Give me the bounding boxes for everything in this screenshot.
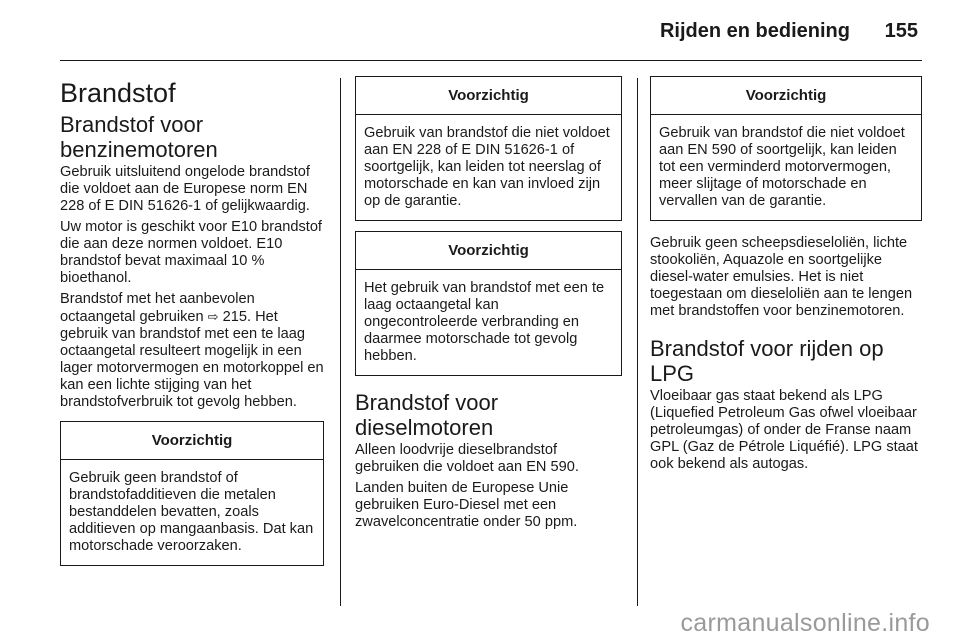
paragraph: Gebruik uitsluitend ongelode brandstof die voldoet aan de Europese norm EN 228 of E DIN 51626-1 of gelijkwaardig.: [60, 164, 310, 214]
paragraph: [60, 291, 324, 411]
watermark: carmanualsonline.info: [680, 609, 930, 637]
paragraph: Landen buiten de Europese Unie gebruiken Euro-Diesel met een zwavelconcentratie onder 50 ppm.: [355, 480, 578, 530]
column-2: [355, 66, 622, 535]
subheading-diesel: Brandstof voor dieselmotoren: [355, 390, 499, 440]
paragraph-text: . Het gebruik van brandstof met een te laag octaangetal resulteert mogelijk in een lager motorvermogen en motorkoppel en kan een lichte stijging van het brandstofverbruik tot gevolg hebben.: [60, 309, 324, 410]
paragraph: Vloeibaar gas staat bekend als LPG (Liquefied Petroleum Gas ofwel vloeibaar petroleumgas) of onder de Franse naam GPL (Gaz de Pétrole Liquéfié). LPG staat ook bekend als autogas.: [650, 388, 918, 472]
header-rule: [60, 60, 922, 61]
caution-text: Gebruik van brandstof die niet voldoet aan EN 590 of soortgelijk, kan leiden tot een verminderd motorvermogen, meer slijtage of motorschade en vervallen van de garantie.: [659, 125, 905, 209]
subheading-benzine: Brandstof voor benzinemotoren: [60, 112, 218, 162]
caution-box: [355, 76, 622, 221]
paragraph: Alleen loodvrije dieselbrandstof gebruiken die voldoet aan EN 590.: [355, 442, 579, 475]
caution-text: Gebruik van brandstof die niet voldoet aan EN 228 of E DIN 51626-1 of soortgelijk, kan leiden tot neerslag of motorschade en kan van invloed zijn op de garantie.: [364, 125, 610, 209]
page-number: 155: [884, 20, 918, 42]
caution-heading: Voorzichtig: [651, 77, 921, 115]
column-3: [650, 66, 922, 477]
column-divider-2: [637, 78, 638, 606]
caution-heading: Voorzichtig: [61, 422, 323, 460]
caution-text: Het gebruik van brandstof met een te laag octaangetal kan ongecontroleerde verbranding en daarmee motorschade tot gevolg hebben.: [364, 280, 605, 364]
paragraph: Gebruik geen scheepsdieseloliën, lichte stookoliën, Aquazole en soortgelijke diesel-water emulsies. Het is niet toegestaan om dieseloliën aan te lengen met brandstoffen voor benzinemotoren.: [650, 235, 913, 319]
caution-text: Gebruik geen brandstof of brandstofadditieven die metalen bestanddelen bevatten, zoals additieven op mangaanbasis. Dat kan motorschade veroorzaken.: [69, 470, 314, 554]
column-divider-1: [340, 78, 341, 606]
caution-heading: Voorzichtig: [356, 232, 621, 270]
caution-box: [355, 231, 622, 376]
paragraph-text: Brandstof met het aanbevolen octaangetal gebruiken: [60, 291, 255, 325]
page-reference-link[interactable]: 215: [222, 309, 247, 325]
caution-heading: Voorzichtig: [356, 77, 621, 115]
column-1: [60, 72, 324, 576]
paragraph: Uw motor is geschikt voor E10 brandstof die aan deze normen voldoet. E10 brandstof bevat maximaal 10 % bioethanol.: [60, 219, 322, 286]
arrow-reference-icon: ⇨: [207, 309, 219, 324]
section-heading-brandstof: Brandstof: [60, 78, 176, 108]
caution-box: [60, 421, 324, 566]
subheading-lpg: Brandstof voor rijden op LPG: [650, 336, 884, 386]
caution-box: [650, 76, 922, 221]
section-title: Rijden en bediening: [659, 20, 850, 42]
